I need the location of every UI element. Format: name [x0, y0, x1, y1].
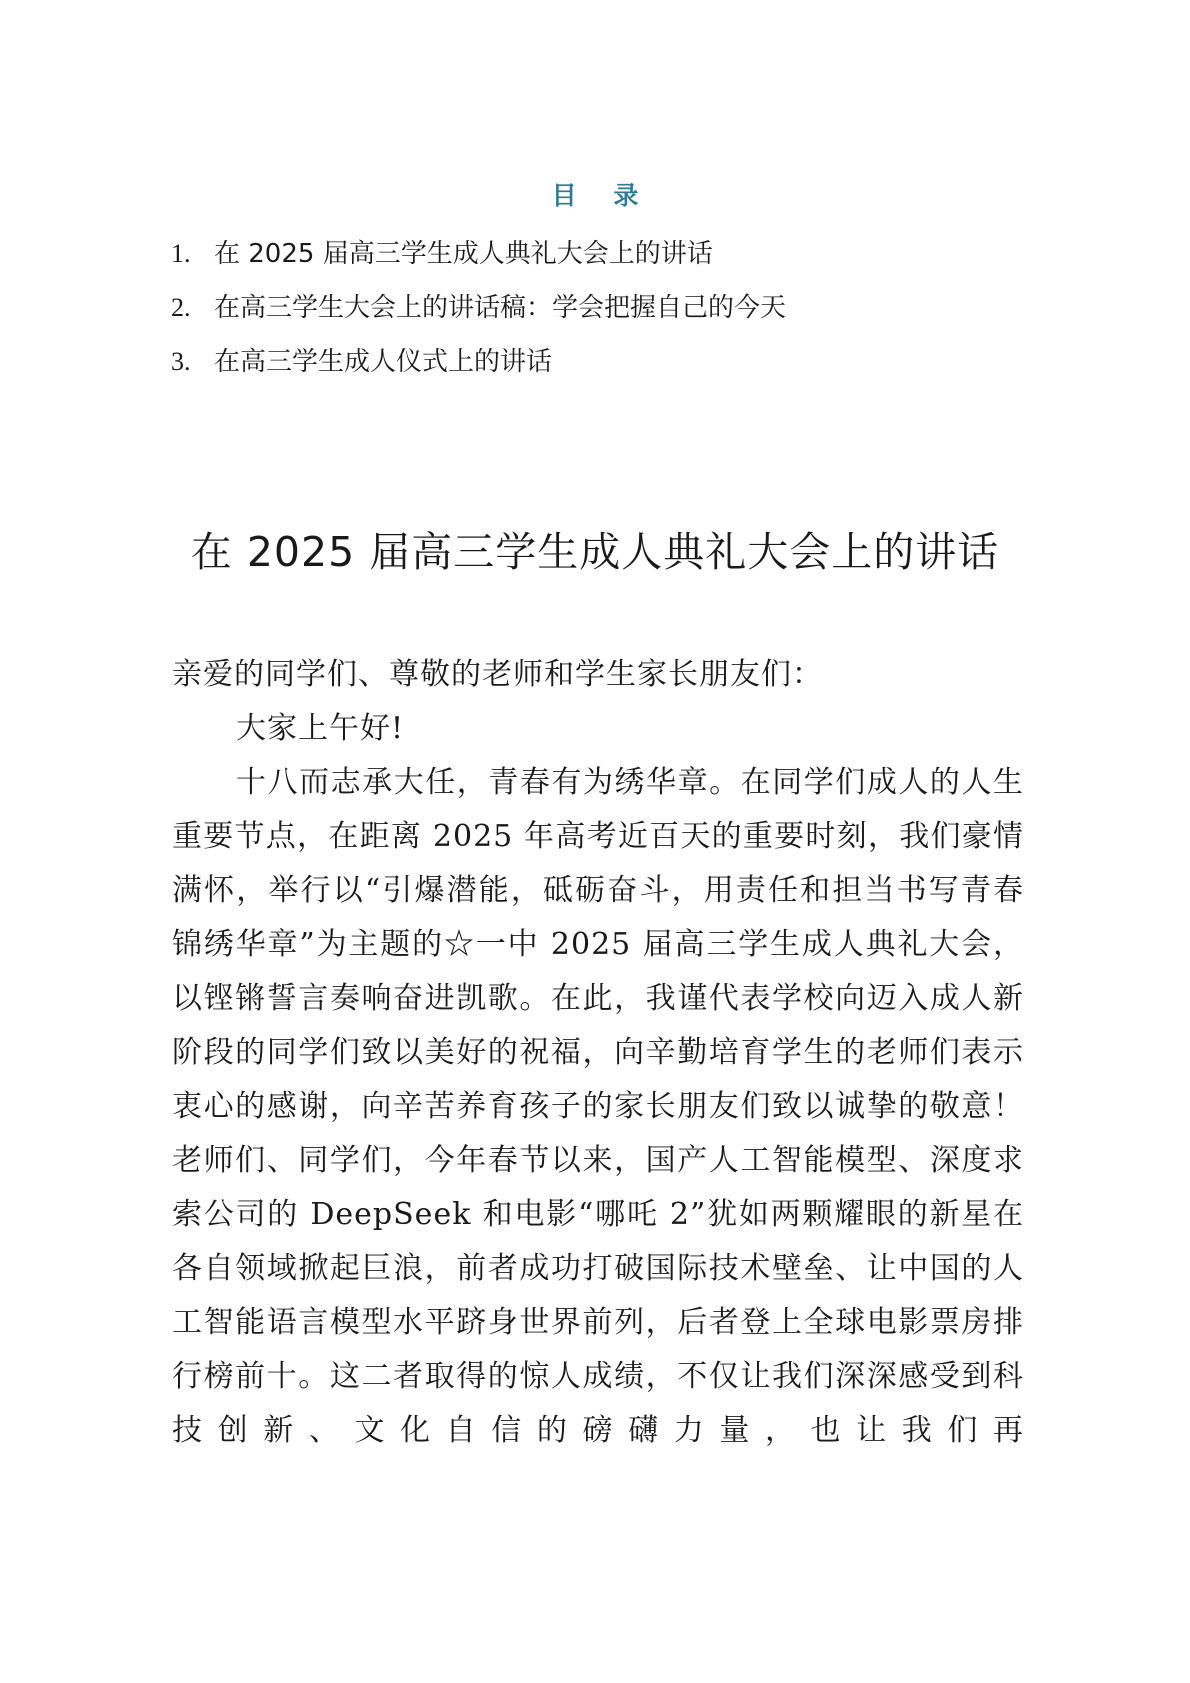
toc-item[interactable]: [171, 290, 786, 344]
document-title: 在 2025 届高三学生成人典礼大会上的讲话: [190, 528, 1000, 576]
toc-item-number: 3.: [171, 347, 191, 376]
salutation: 亲爱的同学们、尊敬的老师和学生家长朋友们：: [172, 657, 823, 692]
toc-item[interactable]: [171, 236, 786, 290]
body-paragraph: 十八而志承大任，青春有为绣华章。在同学们成人的人生重要节点，在距离 2025 年高考近百天的重要时刻，我们豪情满怀，举行以“引爆潜能，砥砺奋斗，用责任和担当书写青春锦绣华章”为主题的☆一中 2025 届高三学生成人典礼大会，以铿锵誓言奏响奋进凯歌。在此，我谨代表学校向迈入成人新阶段的同学们致以美好的祝福，向辛勤培育学生的老师们表示衷心的感谢，向辛苦养育孩子的家长朋友们致以诚挚的敬意！老师们、同学们，今年春节以来，国产人工智能模型、深度求索公司的 DeepSeek 和电影“哪吒 2”犹如两颗耀眼的新星在各自领域掀起巨浪，前者成功打破国际技术壁垒、让中国的人工智能语言模型水平跻身世界前列，后者登上全球电影票房排行榜前十。这二者取得的惊人成绩，不仅让我们深深感受到科技创新、文化自信的磅礴力量，也让我们再: [172, 765, 1024, 1448]
toc-item[interactable]: [171, 344, 786, 398]
toc-item-number: 1.: [171, 239, 191, 268]
toc-item-text: 在 2025 届高三学生成人典礼大会上的讲话: [214, 239, 713, 269]
document-body: [172, 648, 1024, 1458]
greeting: 大家上午好!: [236, 711, 405, 746]
toc-item-text: 在高三学生成人仪式上的讲话: [214, 347, 553, 377]
toc-title: 目 录: [551, 181, 653, 210]
toc-item-number: 2.: [171, 293, 191, 322]
table-of-contents: [171, 236, 786, 398]
toc-item-text: 在高三学生大会上的讲话稿：学会把握自己的今天: [214, 293, 787, 323]
